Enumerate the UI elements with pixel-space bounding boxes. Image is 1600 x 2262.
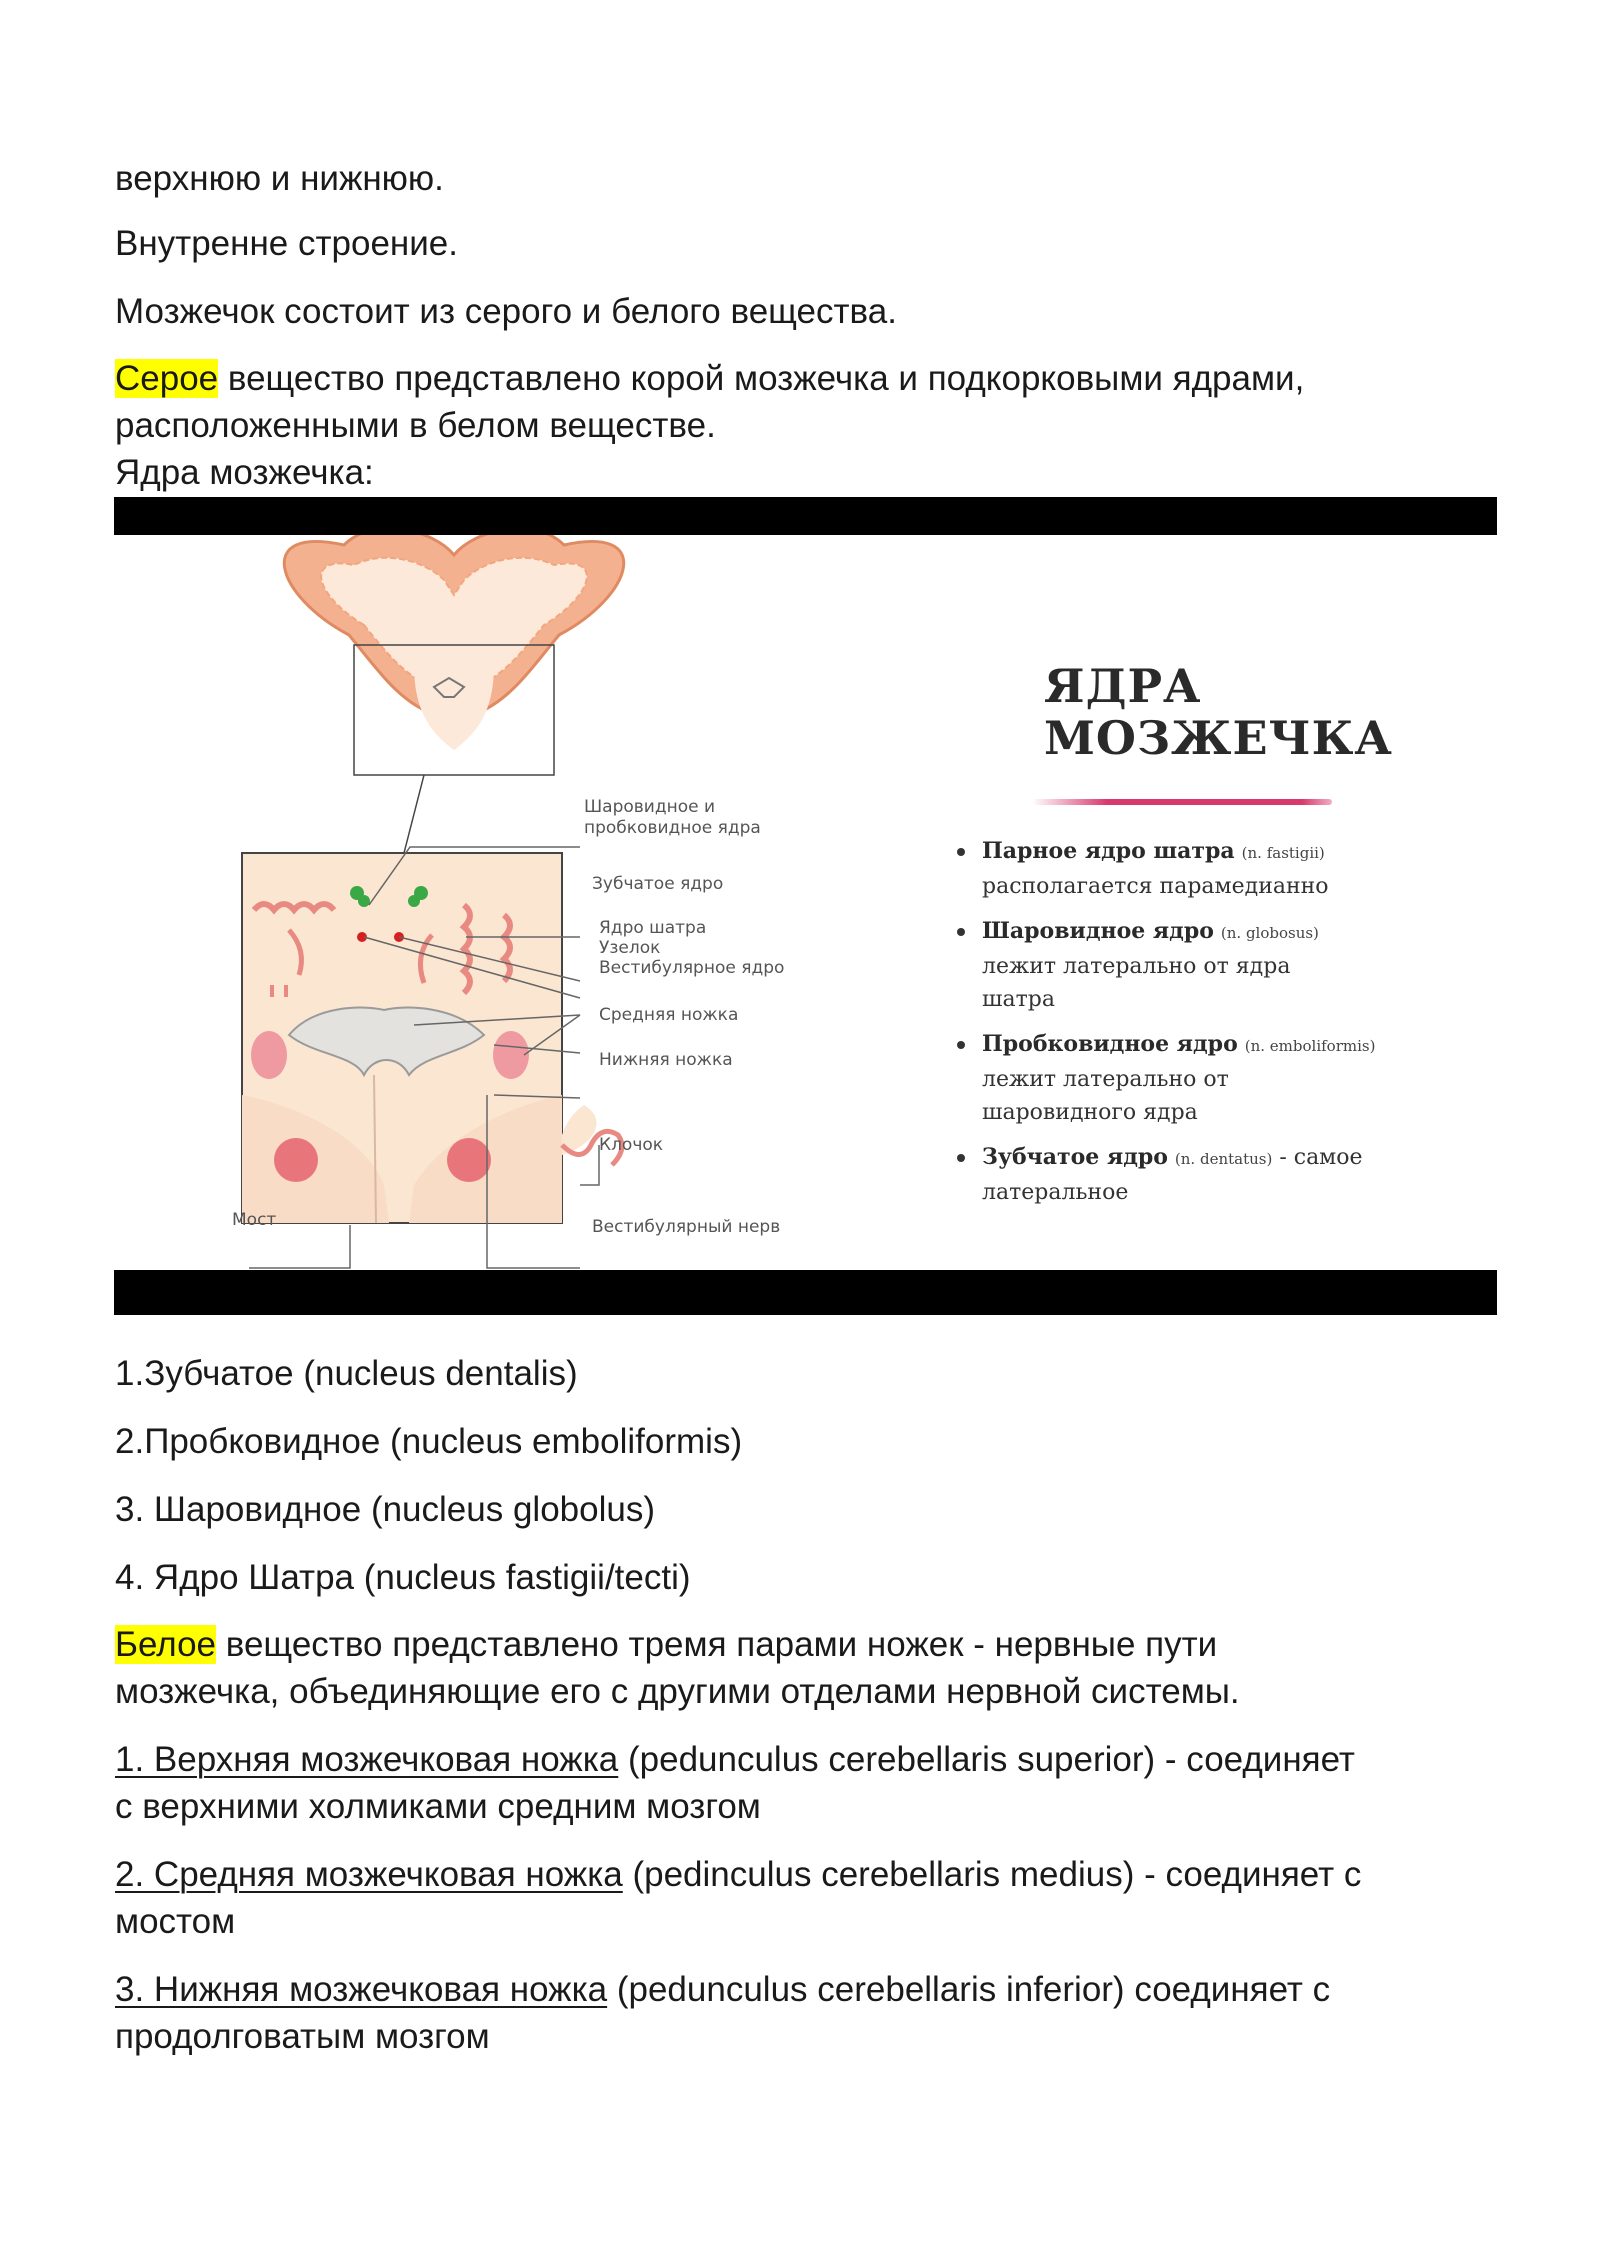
cerebellum-overview-drawing [284,535,623,775]
label-middle-peduncle: Средняя ножка [599,1005,739,1025]
bullet-dentate [954,1141,1474,1209]
grey-matter-line-2: расположенными в белом веществе. [115,406,716,445]
peduncle-1-text: (pedunculus cerebellaris superior) - соединяет [618,1740,1355,1779]
peduncle-item-1 [115,1736,1505,1830]
bullet-dot-icon [957,1041,965,1049]
label-flocculus: Клочок [599,1135,664,1155]
grey-matter-line-1 [115,355,1505,402]
white-matter-line-1 [115,1621,1505,1668]
label-globose-emboliform [584,797,761,839]
peduncle-2-line-2: мостом [115,1902,236,1941]
bullet-emboliform [954,1028,1474,1129]
bullet-line3: шаровидного ядра [982,1100,1198,1125]
nuclei-item-1: 1.Зубчатое (nucleus dentalis) [115,1354,578,1393]
label-globose-emboliform-line2: пробковидное ядра [584,818,761,838]
peduncle-3-line-2: продолговатым мозгом [115,2017,490,2056]
label-globose-emboliform-line1: Шаровидное и [584,797,716,817]
peduncle-1-term: 1. Верхняя мозжечковая ножка [115,1740,619,1779]
peduncle-3-line-1 [115,1966,1505,2013]
nuclei-item-3: 3. Шаровидное (nucleus globolus) [115,1490,655,1529]
bullet-dot-icon [957,928,965,936]
bullet-bold: Пробковидное ядро [982,1031,1238,1057]
bullet-line2: лежит латерально от ядра [982,954,1291,979]
label-vestibular-nerve: Вестибулярный нерв [592,1217,781,1237]
nuclei-item-2: 2.Пробковидное (nucleus emboliformis) [115,1422,743,1461]
figure-title [1044,660,1393,764]
peduncle-1-line-2: с верхними холмиками средним мозгом [115,1787,761,1826]
bullet-fastigial [954,835,1474,903]
bullet-latin: (n. fastigii) [1241,844,1325,862]
cerebellum-nuclei-figure [114,497,1497,1315]
peduncle-2-text: (pedinculus cerebellaris medius) - соединяет с [622,1855,1362,1894]
bullet-line2: латеральное [982,1180,1129,1205]
highlight-grey: Серое [115,359,219,398]
nuclei-item-4: 4. Ядро Шатра (nucleus fastigii/tecti) [115,1558,691,1597]
label-pons: Мост [232,1210,277,1230]
bullet-line2: располагается парамедианно [982,874,1329,899]
figure-slide [114,535,1497,1270]
bullet-dot-icon [957,848,965,856]
label-vestibular-nucleus: Вестибулярное ядро [599,958,785,978]
bullet-dot-icon [957,1154,965,1162]
peduncle-1-line-1 [115,1736,1505,1783]
bullet-after: - самое [1272,1145,1363,1170]
label-inferior-peduncle: Нижняя ножка [599,1050,733,1070]
enlarged-section-drawing [242,853,622,1223]
figure-title-line2: МОЗЖЕЧКА [1044,711,1393,765]
label-nodule: Узелок [599,938,661,958]
bullet-line2: лежит латерально от [982,1067,1229,1092]
peduncle-2-term: 2. Средняя мозжечковая ножка [115,1855,623,1894]
paragraph-3: Мозжечок состоит из серого и белого вещества. [115,292,897,331]
bullet-latin: (n. emboliformis) [1244,1037,1376,1055]
peduncle-2-line-1 [115,1851,1505,1898]
bullet-line3: шатра [982,987,1055,1012]
label-dentate: Зубчатое ядро [592,874,724,894]
label-fastigial: Ядро шатра [599,918,707,938]
paragraph-1: верхнюю и нижнюю. [115,159,444,198]
paragraph-grey-matter [115,355,1505,496]
highlight-white: Белое [115,1625,217,1664]
bullet-bold: Шаровидное ядро [982,918,1214,944]
white-matter-text: вещество представлено тремя парами ножек - нервные пути [216,1625,1218,1664]
bullet-latin: (n. globosus) [1220,924,1319,942]
bullet-globose [954,915,1474,1016]
white-matter-line-2: мозжечка, объединяющие его с другими отделами нервной системы. [115,1672,1240,1711]
bullet-bold: Зубчатое ядро [982,1144,1168,1170]
figure-bullet-list [954,835,1474,1221]
peduncle-item-3 [115,1966,1505,2060]
bullet-latin: (n. dentatus) [1174,1150,1273,1168]
paragraph-white-matter [115,1621,1505,1715]
nuclei-heading: Ядра мозжечка: [115,453,374,492]
bullet-bold: Парное ядро шатра [982,838,1235,864]
peduncle-3-text: (pedunculus cerebellaris inferior) соединяет с [607,1970,1331,2009]
peduncle-3-term: 3. Нижняя мозжечковая ножка [115,1970,608,2009]
section-heading-internal-structure: Внутренне строение. [115,224,458,263]
figure-title-line1: ЯДРА [1044,659,1202,713]
title-accent-rule [1032,799,1332,805]
peduncle-item-2 [115,1851,1505,1945]
grey-matter-text: вещество представлено корой мозжечка и подкорковыми ядрами, [218,359,1305,398]
